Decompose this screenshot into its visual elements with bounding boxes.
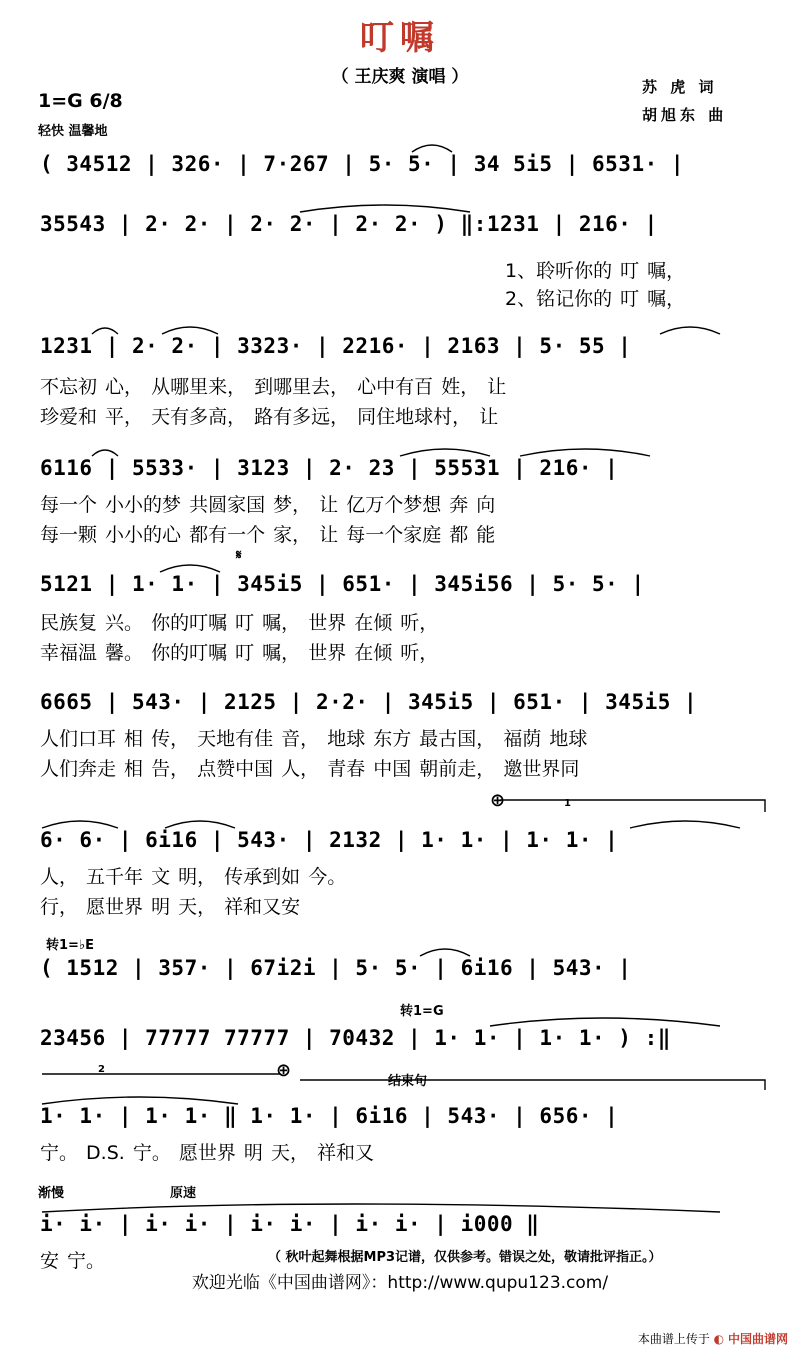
score-line-2: 35543 | 2· 2· | 2· 2· | 2· 2· ) ‖:1231 | 216· |: [40, 212, 658, 236]
welcome-link[interactable]: 欢迎光临《中国曲谱网》：http://www.qupu123.com/: [191, 1273, 609, 1293]
ending-label: 结束句: [388, 1074, 428, 1089]
score-line-3: 1231 | 2· 2· | 3323· | 2216· | 2163 | 5· 55 |: [40, 334, 632, 358]
score-line-1: ( 34512 | 326· | 7·267 | 5· 5· | 34 5i5 | 6531· |: [40, 152, 685, 176]
score-line-9: 23456 | 77777 77777 | 70432 | 1· 1· | 1· 1· ) :‖: [40, 1026, 671, 1050]
lyric-line-7b: 行， 愿世界 明 天， 祥和又安: [40, 896, 301, 918]
volta-1-label: 1: [564, 798, 571, 809]
lyric-line-4b: 每一颗 小小的心 都有一个 家， 让 每一个家庭 都 能: [40, 524, 496, 546]
composer-credit: 胡旭东 曲: [642, 106, 728, 124]
a-tempo-mark: 原速: [170, 1186, 197, 1201]
ritardando-mark: 渐慢: [38, 1186, 65, 1201]
lyric-line-2a: 1、聆听你的 叮 嘱，: [505, 260, 686, 282]
score-line-4: 6116 | 5533· | 3123 | 2· 23 | 55531 | 216· |: [40, 456, 619, 480]
modulation-g: 转1=G: [400, 1004, 444, 1019]
segno-icon: 𝄋: [236, 548, 242, 563]
singer-credit: （ 王庆爽 演唱 ）: [331, 67, 469, 87]
coda-icon-2: ⊕: [276, 1060, 292, 1081]
site-logo-icon: ◐: [713, 1332, 725, 1346]
lyric-line-3b: 珍爱和 平， 天有多高， 路有多远， 同住地球村， 让: [40, 406, 499, 428]
lyric-line-6b: 人们奔走 相 告， 点赞中国 人， 青春 中国 朝前走， 邀世界同: [40, 758, 580, 780]
lyric-line-7a: 人， 五千年 文 明， 传承到如 今。: [40, 866, 347, 888]
score-line-11: i· i· | i· i· | i· i· | i· i· | i000 ‖: [40, 1212, 540, 1236]
tempo-marking: 轻快 温馨地: [38, 124, 108, 139]
lyricist-credit: 苏 虎 词: [642, 78, 718, 96]
score-line-5: 5121 | 1· 1· | 345i5 | 651· | 345i56 | 5· 5· |: [40, 572, 645, 596]
lyric-line-4a: 每一个 小小的梦 共圆家国 梦， 让 亿万个梦想 奔 向: [40, 494, 496, 516]
score-line-6: 6665 | 543· | 2125 | 2·2· | 345i5 | 651· | 345i5 |: [40, 690, 698, 714]
lyric-line-5b: 幸福温 馨。 你的叮嘱 叮 嘱， 世界 在倾 听，: [40, 642, 439, 664]
lyric-line-10: 宁。 D.S. 宁。 愿世界 明 天， 祥和又: [40, 1142, 375, 1164]
coda-icon: ⊕: [490, 790, 506, 811]
lyric-line-2b: 2、铭记你的 叮 嘱，: [505, 288, 686, 310]
lyric-line-6a: 人们口耳 相 传， 天地有佳 音， 地球 东方 最古国， 福荫 地球: [40, 728, 588, 750]
site-name[interactable]: 中国曲谱网: [727, 1332, 788, 1346]
key-signature: 1=G 6/8: [38, 90, 123, 112]
upload-prefix: 本曲谱上传于: [637, 1332, 710, 1346]
volta-2-label: 2: [98, 1064, 105, 1075]
lyric-line-3a: 不忘初 心， 从哪里来， 到哪里去， 心中有百 姓， 让: [40, 376, 507, 398]
modulation-e-flat: 转1=♭E: [46, 938, 94, 953]
score-line-7: 6· 6· | 6i16 | 543· | 2132 | 1· 1· | 1· 1· |: [40, 828, 619, 852]
score-line-10: 1· 1· | 1· 1· ‖ 1· 1· | 6i16 | 543· | 656· |: [40, 1104, 619, 1128]
transcription-note: （ 秋叶起舞根据MP3记谱，仅供参考。错误之处，敬请批评指正。）: [268, 1250, 662, 1265]
score-line-8: ( 1512 | 357· | 67i2i | 5· 5· | 6i16 | 543· |: [40, 956, 632, 980]
lyric-line-5a: 民族复 兴。 你的叮嘱 叮 嘱， 世界 在倾 听，: [40, 612, 439, 634]
song-title: 叮嘱: [360, 18, 440, 58]
lyric-line-11: 安 宁。: [40, 1250, 106, 1272]
